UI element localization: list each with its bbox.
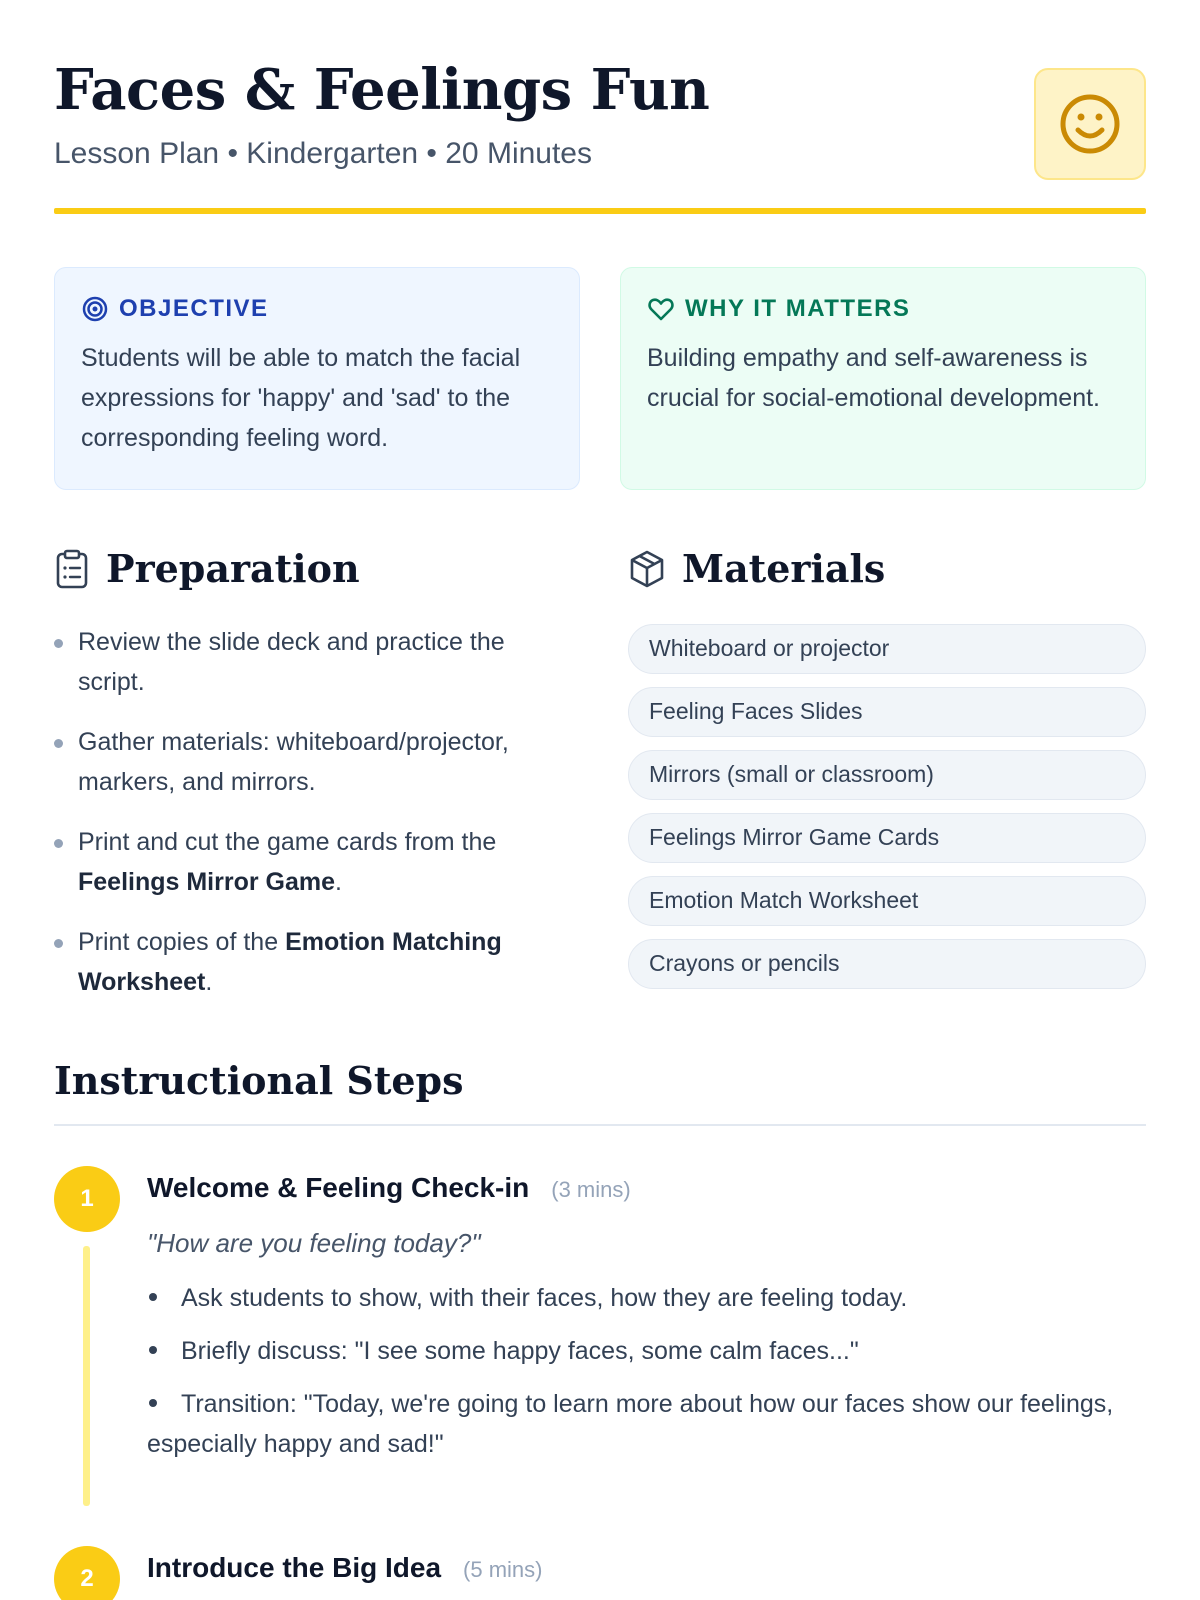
preparation-list: [54, 622, 564, 1022]
header-divider: [54, 208, 1146, 214]
list-item: Gather materials: whiteboard/projector, markers, and mirrors.: [54, 722, 564, 802]
material-pill: Emotion Match Worksheet: [628, 876, 1146, 926]
target-icon: [81, 295, 109, 323]
materials-heading: [628, 546, 885, 591]
why-header: [647, 294, 1119, 324]
materials-list: [628, 624, 1146, 1002]
instructional-steps-heading: Instructional Steps: [54, 1058, 464, 1103]
page-subtitle: Lesson Plan • Kindergarten • 20 Minutes: [54, 137, 592, 170]
material-pill: Feelings Mirror Game Cards: [628, 813, 1146, 863]
step-timeline-line: [83, 1246, 90, 1506]
step-bullet-list: [147, 1278, 1137, 1477]
clipboard-icon: [54, 549, 90, 589]
objective-label: OBJECTIVE: [119, 295, 269, 322]
step-number-badge: 1: [54, 1166, 120, 1232]
lesson-header: [54, 56, 1146, 216]
objective-card: [54, 267, 580, 490]
material-pill: Mirrors (small or classroom): [628, 750, 1146, 800]
step-quote: "How are you feeling today?": [147, 1228, 481, 1258]
list-item: Print copies of the Emotion Matching Worksheet.: [54, 922, 564, 1002]
step-title-text: Welcome & Feeling Check-in: [147, 1172, 530, 1203]
step-title: [147, 1552, 542, 1584]
steps-divider: [54, 1124, 1146, 1126]
step-duration: (3 mins): [551, 1177, 631, 1202]
material-pill: Crayons or pencils: [628, 939, 1146, 989]
step-title: [147, 1172, 631, 1204]
list-item: Print and cut the game cards from the Feelings Mirror Game.: [54, 822, 564, 902]
objective-header: [81, 294, 553, 324]
box-icon: [628, 549, 666, 589]
lesson-badge: [1034, 68, 1146, 180]
why-text: Building empathy and self-awareness is crucial for social-emotional development.: [647, 344, 1100, 412]
lesson-plan-page: [54, 0, 1146, 1600]
smiley-face-icon: [1058, 92, 1122, 156]
step-number-badge: 2: [54, 1546, 120, 1600]
objective-text: Students will be able to match the facial expressions for 'happy' and 'sad' to the corresponding feeling word.: [81, 344, 521, 452]
why-label: WHY IT MATTERS: [685, 295, 911, 322]
list-item: Review the slide deck and practice the script.: [54, 622, 564, 702]
list-item: Transition: "Today, we're going to learn more about how our faces show our feelings, especially happy and sad!": [147, 1390, 1114, 1458]
step-title-text: Introduce the Big Idea: [147, 1552, 442, 1583]
materials-title: Materials: [682, 546, 886, 591]
page-title: Faces & Feelings Fun: [54, 57, 710, 123]
preparation-heading: [54, 546, 360, 591]
list-item: Briefly discuss: "I see some happy faces, some calm faces...": [147, 1331, 1137, 1371]
material-pill: Feeling Faces Slides: [628, 687, 1146, 737]
heart-icon: [647, 295, 675, 323]
list-item: Ask students to show, with their faces, how they are feeling today.: [147, 1278, 1137, 1318]
why-it-matters-card: [620, 267, 1146, 490]
preparation-title: Preparation: [106, 546, 360, 591]
material-pill: Whiteboard or projector: [628, 624, 1146, 674]
step-duration: (5 mins): [463, 1557, 543, 1582]
